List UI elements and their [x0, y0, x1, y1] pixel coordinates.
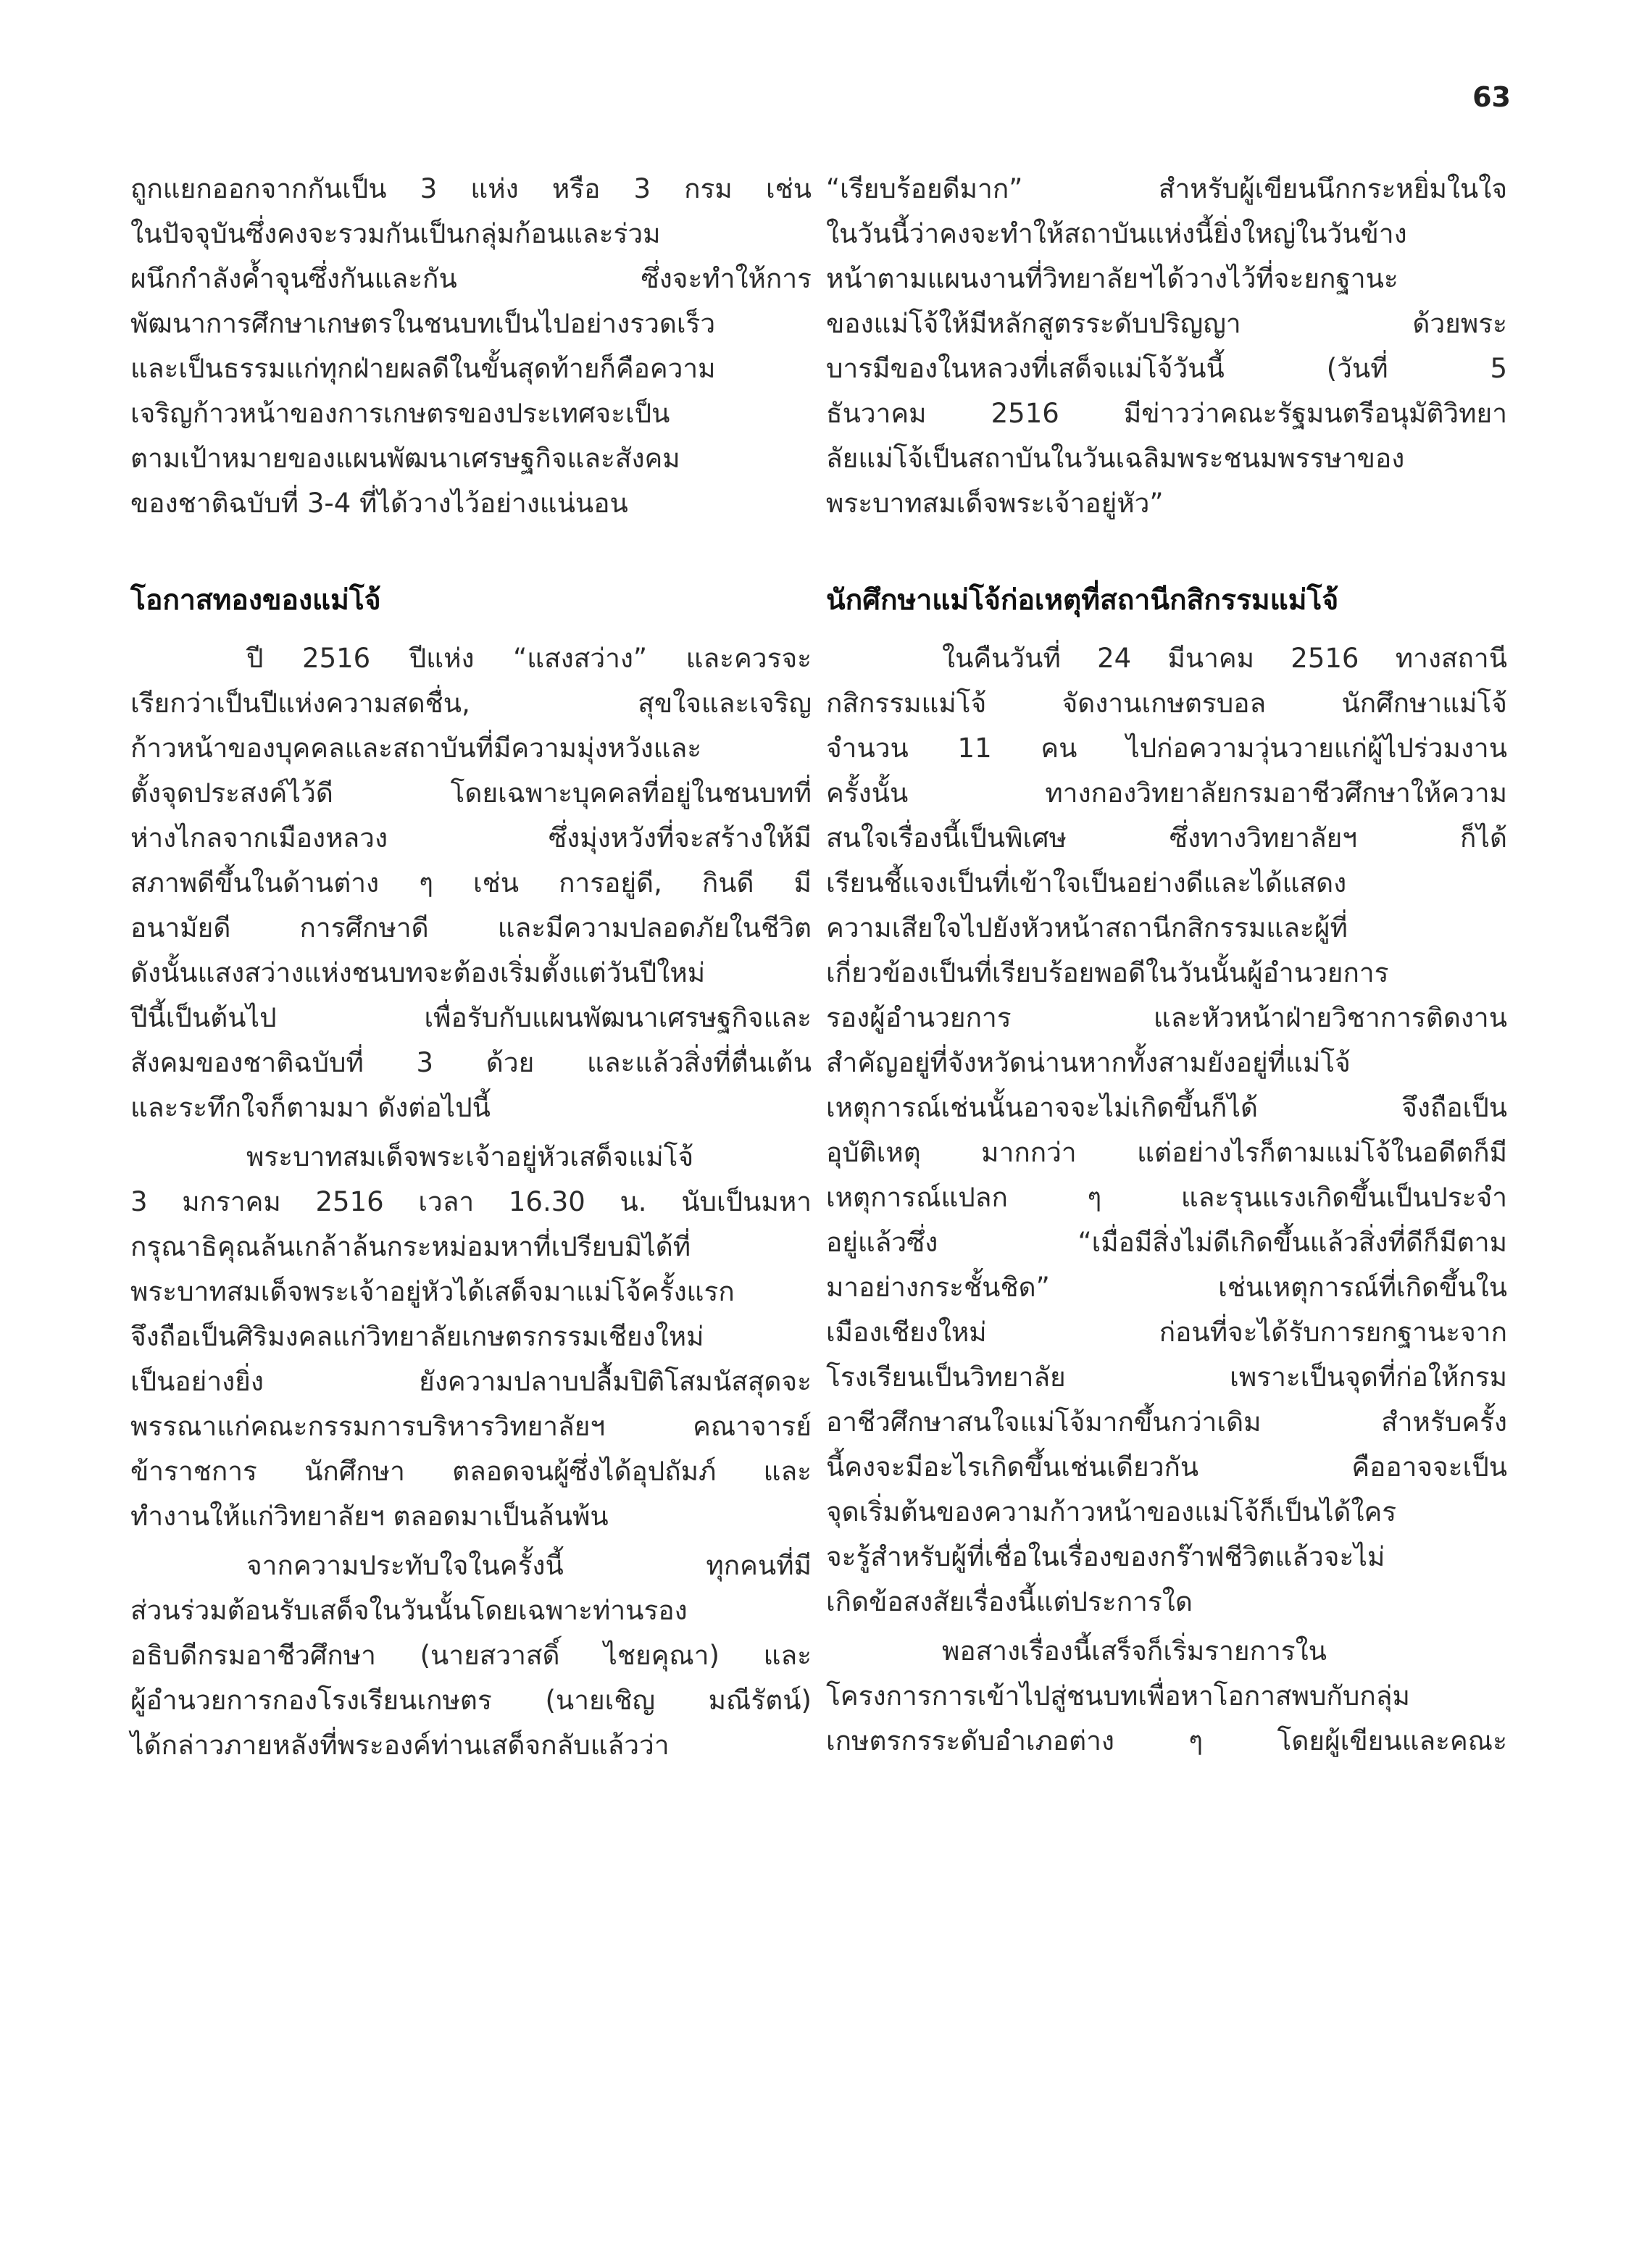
left-intro-paragraph	[130, 167, 812, 526]
text-line: จุดเริ่มต้นของความก้าวหน้าของแม่โจ้ก็เป็นได้ใคร	[826, 1496, 1397, 1527]
text-line: เหตุการณ์แปลก ๆ และรุนแรงเกิดขึ้นเป็นประจำ	[826, 1182, 1507, 1213]
text-line: “เรียบร้อยดีมาก” สำหรับผู้เขียนนึกกระหยิ่มในใจ	[826, 173, 1507, 204]
text-line: อาชีวศึกษาสนใจแม่โจ้มากขึ้นกว่าเดิม สำหรับครั้ง	[826, 1406, 1507, 1438]
text-line: ตามเป้าหมายของแผนพัฒนาเศรษฐกิจและสังคม	[130, 443, 680, 474]
text-line: ได้กล่าวภายหลังที่พระองค์ท่านเสด็จกลับแล้วว่า	[130, 1730, 670, 1761]
text-line: ส่วนร่วมต้อนรับเสด็จในวันนั้นโดยเฉพาะท่านรอง	[130, 1595, 688, 1626]
text-line: บารมีของในหลวงที่เสด็จแม่โจ้วันนี้ (วันที่ 5	[826, 353, 1507, 384]
text-line: เกี่ยวข้องเป็นที่เรียบร้อยพอดีในวันนั้นผู้อำนวยการ	[826, 957, 1389, 988]
text-line: เจริญก้าวหน้าของการเกษตรของประเทศจะเป็น	[130, 398, 670, 429]
text-line: อยู่แล้วซึ่ง “เมื่อมีสิ่งไม่ดีเกิดขึ้นแล้วสิ่งที่ดีก็มีตาม	[826, 1227, 1507, 1258]
text-line: จากความประทับใจในครั้งนี้ ทุกคนที่มี	[246, 1550, 812, 1581]
left-paragraph-2	[130, 1135, 812, 1539]
text-line: พระบาทสมเด็จพระเจ้าอยู่หัว”	[826, 488, 1164, 519]
text-line: ปีนี้เป็นต้นไป เพื่อรับกับแผนพัฒนาเศรษฐกิจและ	[130, 1002, 812, 1033]
text-line: ดังนั้นแสงสว่างแห่งชนบทจะต้องเริ่มตั้งแต่วันปีใหม่	[130, 957, 706, 988]
text-line: เหตุการณ์เช่นนั้นอาจจะไม่เกิดขึ้นก็ได้ จึงถือเป็น	[826, 1092, 1507, 1123]
text-line: ห่างไกลจากเมืองหลวง ซึ่งมุ่งหวังที่จะสร้างให้มี	[130, 822, 812, 854]
text-line: เรียกว่าเป็นปีแห่งความสดชื่น, สุขใจและเจริญ	[130, 688, 812, 719]
section-heading-golden-opportunity: โอกาสทองของแม่โจ้	[130, 584, 381, 617]
text-line: พรรณาแก่คณะกรรมการบริหารวิทยาลัยฯ คณาจารย์	[130, 1411, 812, 1442]
text-line: ในวันนี้ว่าคงจะทำให้สถาบันแห่งนี้ยิ่งใหญ่ในวันข้าง	[826, 218, 1407, 249]
text-line: ลัยแม่โจ้เป็นสถาบันในวันเฉลิมพระชนมพรรษาของ	[826, 443, 1405, 474]
text-line: เกิดข้อสงสัยเรื่องนี้แต่ประการใด	[826, 1586, 1193, 1617]
text-line: ปี 2516 ปีแห่ง “แสงสว่าง” และควรจะ	[246, 643, 812, 674]
right-intro-paragraph	[826, 167, 1507, 526]
text-line: สำคัญอยู่ที่จังหวัดน่านหากทั้งสามยังอยู่ที่แม่โจ้	[826, 1047, 1351, 1078]
text-line: กรุณาธิคุณล้นเกล้าล้นกระหม่อมหาที่เปรียบมิได้ที่	[130, 1231, 691, 1262]
text-line: จำนวน 11 คน ไปก่อความวุ่นวายแก่ผู้ไปร่วมงาน	[826, 733, 1507, 764]
text-line: ในคืนวันที่ 24 มีนาคม 2516 ทางสถานี	[942, 643, 1507, 674]
text-line: พัฒนาการศึกษาเกษตรในชนบทเป็นไปอย่างรวดเร็ว	[130, 308, 716, 339]
text-line: เมืองเชียงใหม่ ก่อนที่จะได้รับการยกฐานะจาก	[826, 1317, 1507, 1348]
right-paragraph-2	[826, 1629, 1507, 1764]
page-number: 63	[1472, 81, 1511, 113]
text-line: ธันวาคม 2516 มีข่าวว่าคณะรัฐมนตรีอนุมัติวิทยา	[826, 398, 1507, 429]
text-line: ครั้งนั้น ทางกองวิทยาลัยกรมอาชีวศึกษาให้ความ	[826, 777, 1507, 809]
text-line: พระบาทสมเด็จพระเจ้าอยู่หัวเสด็จแม่โจ้	[246, 1141, 694, 1172]
left-paragraph-1	[130, 636, 812, 1130]
text-line: กสิกรรมแม่โจ้ จัดงานเกษตรบอล นักศึกษาแม่โจ้	[826, 688, 1507, 719]
text-line: ถูกแยกออกจากกันเป็น 3 แห่ง หรือ 3 กรม เช่น	[130, 173, 812, 204]
text-line: มาอย่างกระชั้นชิด” เช่นเหตุการณ์ที่เกิดขึ้นใน	[826, 1272, 1507, 1303]
text-line: และระทึกใจก็ตามมา ดังต่อไปนี้	[130, 1092, 491, 1123]
text-line: ข้าราชการ นักศึกษา ตลอดจนผู้ซึ่งได้อุปถัมภ์ และ	[130, 1456, 812, 1487]
text-line: ของชาติฉบับที่ 3-4 ที่ได้วางไว้อย่างแน่นอน	[130, 488, 628, 519]
right-paragraph-1	[826, 636, 1507, 1625]
text-line: นี้คงจะมีอะไรเกิดขึ้นเช่นเดียวกัน คืออาจจะเป็น	[826, 1451, 1507, 1483]
text-line: ในปัจจุบันซึ่งคงจะรวมกันเป็นกลุ่มก้อนและร่วม	[130, 218, 661, 249]
text-line: โรงเรียนเป็นวิทยาลัย เพราะเป็นจุดที่ก่อให้กรม	[826, 1362, 1507, 1393]
right-column	[826, 167, 1507, 1764]
text-line: ความเสียใจไปยังหัวหน้าสถานีกสิกรรมและผู้ที่	[826, 912, 1348, 943]
text-line: หน้าตามแผนงานที่วิทยาลัยฯได้วางไว้ที่จะยกฐานะ	[826, 263, 1398, 294]
text-line: 3 มกราคม 2516 เวลา 16.30 น. นับเป็นมหา	[130, 1186, 812, 1217]
text-line: ผนึกกำลังค้ำจุนซึ่งกันและกัน ซึ่งจะทำให้การ	[130, 263, 812, 294]
text-line: ของแม่โจ้ให้มีหลักสูตรระดับปริญญา ด้วยพระ	[826, 308, 1507, 339]
text-line: จึงถือเป็นศิริมงคลแก่วิทยาลัยเกษตรกรรมเชียงใหม่	[130, 1321, 704, 1352]
text-line: จะรู้สำหรับผู้ที่เชื่อในเรื่องของกร๊าฟชีวิตแล้วจะไม่	[826, 1541, 1385, 1572]
text-line: สังคมของชาติฉบับที่ 3 ด้วย และแล้วสิ่งที่ตื่นเต้น	[130, 1047, 812, 1078]
text-line: และเป็นธรรมแก่ทุกฝ่ายผลดีในขั้นสุดท้ายก็คือความ	[130, 353, 716, 384]
text-line: พอสางเรื่องนี้เสร็จก็เริ่มรายการใน	[942, 1635, 1327, 1667]
text-line: ทำงานให้แก่วิทยาลัยฯ ตลอดมาเป็นล้นพ้น	[130, 1501, 609, 1532]
text-line: เกษตรกรระดับอำเภอต่าง ๆ โดยผู้เขียนและคณะ	[826, 1725, 1507, 1756]
text-line: อนามัยดี การศึกษาดี และมีความปลอดภัยในชีวิต	[130, 912, 812, 943]
left-paragraph-3	[130, 1543, 812, 1768]
text-line: ผู้อำนวยการกองโรงเรียนเกษตร (นายเชิญ มณีรัตน์)	[130, 1685, 812, 1716]
text-line: สภาพดีขึ้นในด้านต่าง ๆ เช่น การอยู่ดี, กินดี มี	[130, 867, 812, 899]
text-line: รองผู้อำนวยการ และหัวหน้าฝ่ายวิชาการติดงาน	[826, 1002, 1507, 1033]
text-line: เป็นอย่างยิ่ง ยังความปลาบปลื้มปิติโสมนัสสุดจะ	[130, 1366, 812, 1397]
text-line: อธิบดีกรมอาชีวศึกษา (นายสวาสดิ์ ไชยคุณา) และ	[130, 1640, 812, 1671]
text-line: สนใจเรื่องนี้เป็นพิเศษ ซึ่งทางวิทยาลัยฯ ก็ได้	[826, 822, 1507, 854]
text-line: ตั้งจุดประสงค์ไว้ดี โดยเฉพาะบุคคลที่อยู่ในชนบทที่	[130, 777, 812, 809]
text-line: เรียนชี้แจงเป็นที่เข้าใจเป็นอย่างดีและได้แสดง	[826, 867, 1347, 899]
section-heading-student-incident: นักศึกษาแม่โจ้ก่อเหตุที่สถานีกสิกรรมแม่โจ้	[826, 584, 1339, 617]
text-line: โครงการการเข้าไปสู่ชนบทเพื่อหาโอกาสพบกับกลุ่ม	[826, 1680, 1410, 1712]
text-line: อุบัติเหตุ มากกว่า แต่อย่างไรก็ตามแม่โจ้ในอดีตก็มี	[826, 1137, 1507, 1168]
text-line: ก้าวหน้าของบุคคลและสถาบันที่มีความมุ่งหวังและ	[130, 733, 702, 764]
left-column	[130, 167, 812, 1768]
text-line: พระบาทสมเด็จพระเจ้าอยู่หัวได้เสด็จมาแม่โจ้ครั้งแรก	[130, 1276, 735, 1307]
